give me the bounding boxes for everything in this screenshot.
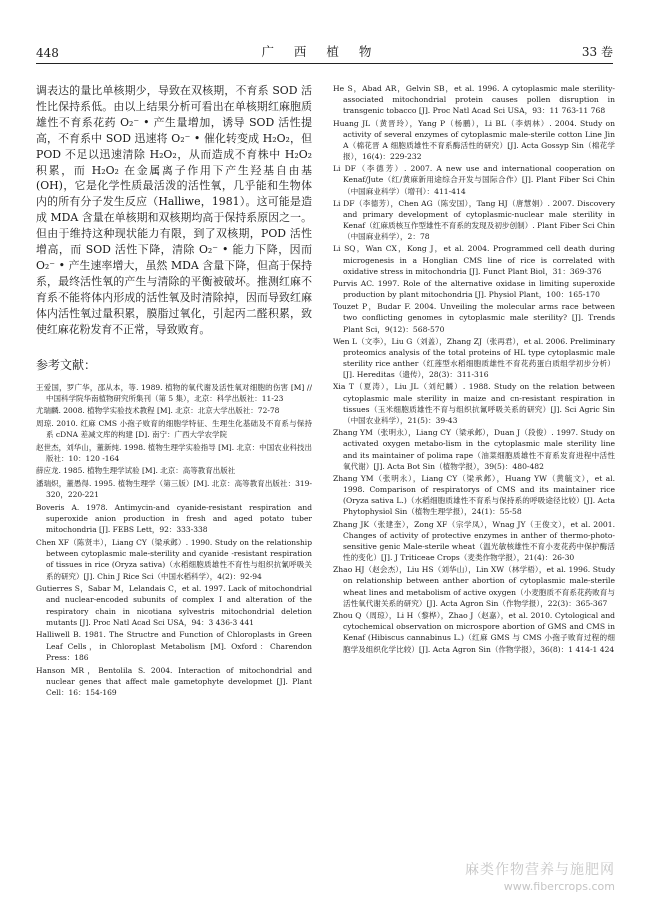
body-paragraph: 调表达的量比单核期少，导致在双核期，不育系 SOD 活性比保持系低。由以上结果分析可看出在单核期红麻胞质雄性不育系花药 O₂⁻ • 产生量增加，诱导 SOD 活性提高，不育系中 SOD 迅速将 O₂⁻ • 催化转变成 H₂O₂，但 POD 不足以迅速清除 H₂O₂，从而造成不育株中 H₂O₂ 积累，而 H₂O₂ 在金属离子作用下产生羟基自由基(OH)，它是化学性质最活泼的活性氧，几乎能和生物体内的所有分子发生反应（Halliwe，1981）。这可能是造成 MDA 含量在单核期和双核期均高于保持系原因之一。但由于维持这种现状能力有限，到了双核期，POD 活性增高，而 SOD 活性下降，清除 O₂⁻ • 能力下降，因而 O₂⁻ • 产生速率增大，虽然 MDA 含量下降，但高于保持系，最终活性氧的产生与清除的平衡被破坏。推测红麻不育系不能将体内形成的活性氧及时清除掉，因而导致红麻体内活性氧过量积累，膜脂过氧化，引起丙二醛积累，致使红麻花粉发育不正常，导致败育。: [36, 84, 312, 336]
reference-item: Zhang JK（张建奎），Zong XF（宗学凤），Wnag JY（王俊文），et al. 2001. Changes of activity of protective enzymes in anther of thermo-photo-sensitive genic Male-sterile wheat（温光敏核雄性不育小麦花药中保护酶活性的变化）[J]. J Triticeae Crops（麦类作物学报），21(4)：26-30: [333, 519, 615, 563]
reference-item: Touzet P，Budar F. 2004. Unveiling the molecular arms race between two conflicting genomes in cytoplasmic male sterility? [J]. Trends Plant Sci，9(12)：568-570: [333, 302, 615, 334]
reference-item: Li DF（李德芳）. 2007. A new use and international cooperation on Kenaf/Jute（红/黄麻新用途综合开发与国际合作）[J]. Plant Fiber Sci Chin（中国麻业科学）（增刊）：411-414: [333, 164, 615, 196]
reference-item: Zhao HJ（赵会杰），Liu HS（刘华山），Lin XW（林学梧），et al. 1996. Study on relationship between anther abortion of cytoplasmic male-sterile wheat lines and metabolism of active oxygen（小麦胞质不育系花药败育与活性氧代谢关系的研究）[J]. Acta Agron Sin（作物学报），22(3)：365-367: [333, 565, 615, 608]
watermark-text: 麻类作物营养与施肥网: [465, 862, 615, 878]
reference-item: Chen XF（陈贤丰），Liang CY（梁承邺）. 1990. Study on the relationship between cytoplasmic male-sterility and cyanide -resistant respiration of tissues in rice (Oryza sativa)（水稻细胞质雄性不育性与组织抗氰呼吸关系的研究）[J]. Chin J Rice Sci（中国水稻科学），4(2)：92-94: [36, 537, 312, 581]
reference-item: 赵世杰，刘华山，董新纯. 1998. 植物生理学实验指导 [M]. 北京：中国农业科技出版社：10：120 -164: [36, 442, 312, 463]
site-watermark: [465, 859, 615, 893]
references-heading: 参考文献：: [36, 357, 97, 372]
reference-item: Halliwell B. 1981. The Structre and Function of Chloroplasts in Green Leaf Cells，in Chloroplast Metabolism [M]. Oxford：Charendon Press：186: [36, 630, 312, 663]
reference-item: Hanson MR，Bentolila S. 2004. Interaction of mitochondrial and nuclear genes that affect male gametophyte developmet [J]. Plant Cell：16：154-169: [36, 665, 312, 698]
reference-item: Huang JL（黄晋玲），Yang P（杨鹏），Li BL（李炳林）. 2004. Study on activity of several enzymes of cytoplasmic male-sterile cotton Line Jin A（棉花晋 A 细胞质雄性不育系酶活性的研究）[J]. Acta Gossyp Sin（棉花学报），16(4)：229-232: [333, 118, 615, 162]
reference-item: 尤瑞麟. 2008. 植物学实验技术教程 [M]. 北京：北京大学出版社：72-78: [36, 406, 280, 416]
reference-item: Li SQ，Wan CX，Kong J，et al. 2004. Programmed cell death during microgenesis in a Honglian CMS line of rice is correlated with oxidative stress in mitochondria [J]. Funct Plant Biol，31：369-376: [333, 244, 615, 276]
reference-item: Zhou Q（周琼），Li H（黎桦），Zhao J（赵嘉），et al. 2010. Cytological and cytochemical observation on microspore abortion of GMS and CMS in Kenaf (Hibiscus cannabinus L.)（红麻 GMS 与 CMS 小孢子败育过程的细胞学及组织化学比较）[J]. Acta Agron Sin（作物学报），36(8)：1 414-1 424: [333, 610, 615, 654]
reference-item: Xia T（夏涛），Liu JL（刘纪麟）. 1988. Study on the relation between cytoplasmic male sterility in maize and cn-resistant respiration in tissues（玉米细胞质雄性不育与组织抗氰呼吸关系的研究）[J]. Sci Agric Sin（中国农业科学），21(5)：39-43: [333, 382, 615, 426]
reference-item: Zhang YM（张明永），Liang CY（梁承邺），Duan J（段俊）. 1997. Study on activated oxygen metabo-lism in the cytoplasmic male sterility line and its maintainer of polima rape（油菜细胞质雄性不育系发育进程中活性氧代谢）[J]. Acta Bot Sin（植物学报），39(5)：480-482: [333, 428, 615, 471]
volume-label: 33 卷: [581, 45, 613, 59]
reference-item: Purvis AC. 1997. Role of the alternative oxidase in limiting superoxide production by plant mitochondria [J]. Physiol Plant，100：165-170: [333, 278, 615, 300]
reference-item: Wen L（文李），Liu G（刘盖），Zhang ZJ（张再君），et al. 2006. Preliminary proteomics analysis of the total proteins of HL type cytoplasmic male sterility rice anther（红莲型水稻细胞质雄性不育花药蛋白质组学初步分析）[J]. Hereditas（遗传），28(3)：311-316: [333, 336, 615, 380]
reference-item: He S，Abad AR，Gelvin SB，et al. 1996. A cytoplasmic male sterility-associated mitochondrial protein causes pollen disruption in transgenic tobacco [J]. Proc Natl Acad Sci USA，93：11 763-11 768: [333, 84, 615, 116]
reference-item: Gutierres S，Sabar M，Lelandais C，et al. 1997. Lack of mitochondrial and nuclear-encoded subunits of complex I and alteration of the respiratory chain in nicotiana sylvestris mitochondrial deletion mutants [J]. Proc Natl Acad Sci USA，94：3 436-3 441: [36, 584, 312, 627]
reference-item: 潘瑞炽，董愚得. 1995. 植物生理学（第三版）[M]. 北京：高等教育出版社：319-320，220-221: [36, 478, 312, 500]
reference-item: 薛应龙. 1985. 植物生理学试验 [M]. 北京：高等教育出版社: [36, 466, 236, 476]
reference-item: Boveris A. 1978. Antimycin-and cyanide-resistant respiration and superoxide anion production in fresh and aged potato tuber mitochondria [J]. FEBS Lett，92：333-338: [36, 502, 312, 535]
reference-item: 王爱国，罗广华，邵从本，等. 1989. 植物的氧代谢及活性氧对细胞的伤害 [M] // 中国科学院华南植物研究所集刊（第 5 集），北京：科学出版社：11-23: [36, 382, 312, 403]
page-number: 448: [36, 46, 59, 60]
reference-item: Li DF（李德芳），Chen AG（陈安国），Tang HJ（唐慧娟）. 2007. Discovery and primary development of cytoplasmic-nuclear male sterility in Kenaf（红麻质核互作型雄性不育系的发现及初步创制）. Plant Fiber Sci Chin（中国麻业科学），2：78: [333, 198, 615, 242]
reference-item: Zhang YM（张明永），Liang CY（梁承邺），Huang YW（黄毓文），et al. 1998. Comparison of respiratorys of CMS and its maintainer rice (Oryza sativa L.)（水稻细胞质雄性不育系与保持系的呼吸途径比较）[J]. Acta Phytophysiol Sin（植物生理学报），24(1)：55-58: [333, 473, 615, 517]
journal-title: 广 西 植 物: [261, 44, 380, 59]
right-column: [333, 83, 615, 655]
running-header: [36, 40, 613, 64]
reference-item: 周琼. 2010. 红麻 CMS 小孢子败育的细胞学特征、生理生化基础及不育系与保持系 cDNA 差减文库的构建 [D]. 南宁：广西大学农学院: [36, 418, 312, 440]
left-column: [36, 83, 312, 698]
watermark-url: www.fibercrops.com: [503, 880, 615, 893]
